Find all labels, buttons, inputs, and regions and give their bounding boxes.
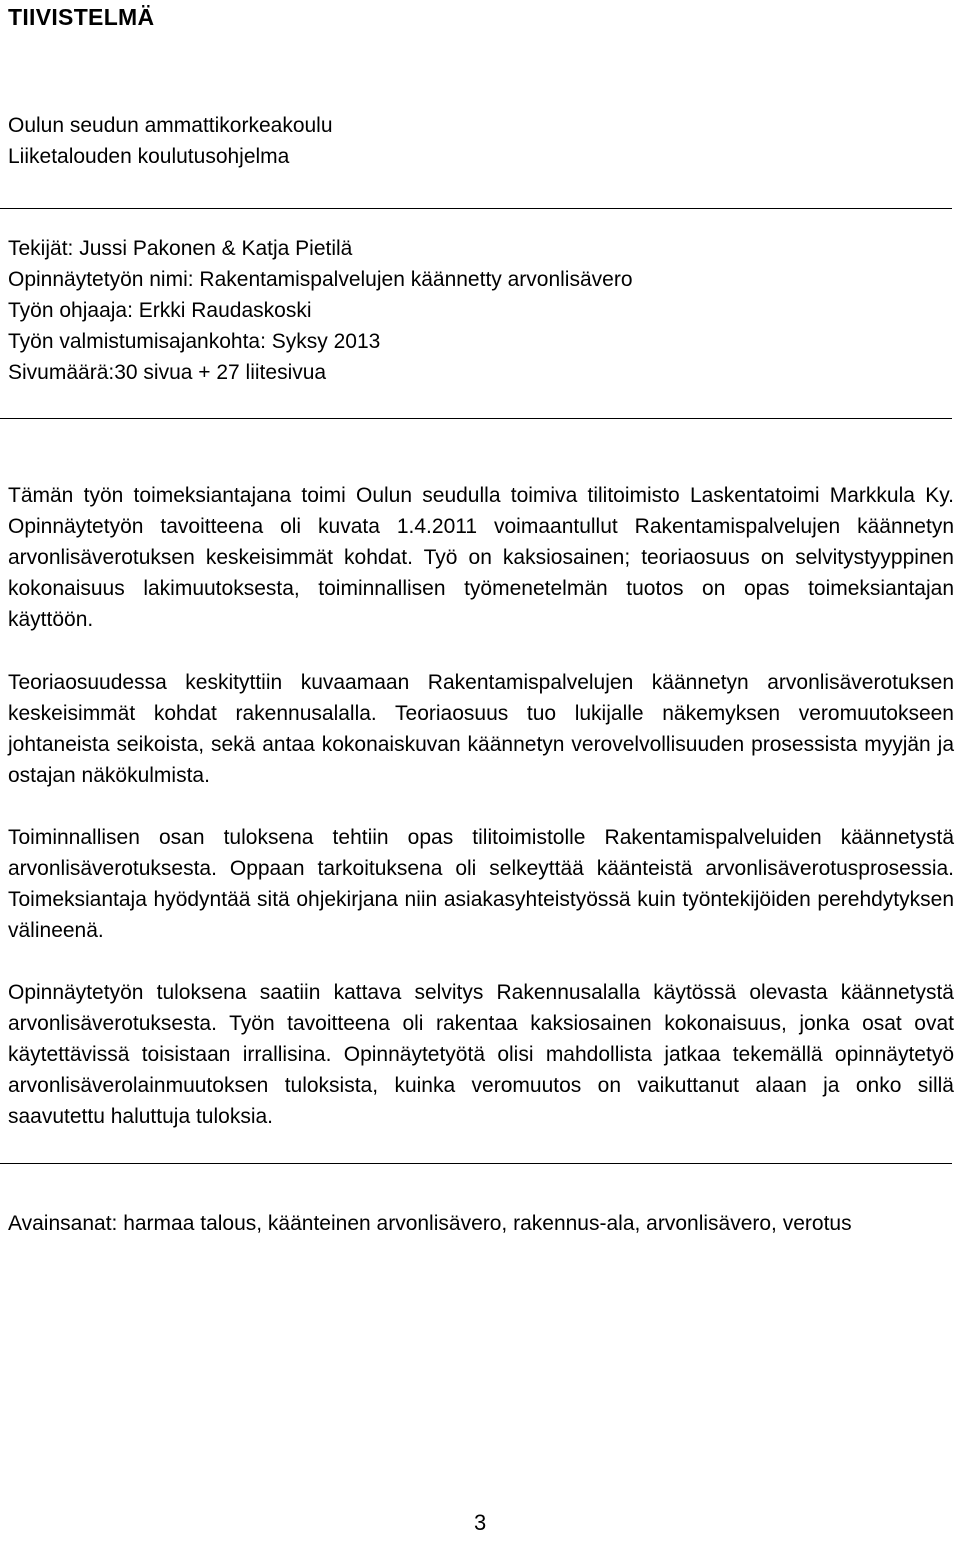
institution-block — [8, 110, 333, 172]
page-count-line: Sivumäärä:30 sivua + 27 liitesivua — [8, 361, 327, 384]
school-name: Oulun seudun ammattikorkeakoulu — [8, 114, 333, 137]
thesis-info-block — [8, 233, 633, 388]
abstract-paragraph: Tämän työn toimeksiantajana toimi Oulun seudulla toimiva tilitoimisto Laskentatoimi Markkula Ky. Opinnäytetyön tavoitteena oli kuvata 1.4.2011 voimaantullut Rakentamispalvelujen käännetyn arvonlisäverotuksen keskeisimmät kohdat. Työ on kaksiosainen; teoriaosuus on selvitystyyppinen kokonaisuus lakimuutoksesta, toiminnallisen työmenetelmän tuotos on opas toimeksiantajan käyttöön. — [8, 484, 954, 631]
page-title: TIIVISTELMÄ — [8, 4, 155, 30]
abstract-paragraph: Opinnäytetyön tuloksena saatiin kattava selvitys Rakennusalalla käytössä olevasta käännetystä arvonlisäverotuksesta. Työn tavoitteena oli rakentaa kaksiosainen kokonaisuus, jonka osat ovat käytettävissä toisistaan irrallisina. Opinnäytetyötä olisi mahdollista jatkaa tekemällä opinnäytetyö arvonlisäverolainmuutoksen tuloksista, kuinka veromuutos on vaikuttanut alaan ja onko sillä saavutettu haluttuja tuloksia. — [8, 981, 954, 1128]
divider-line — [0, 1163, 952, 1164]
program-name: Liiketalouden koulutusohjelma — [8, 145, 290, 168]
abstract-paragraph: Toiminnallisen osan tuloksena tehtiin opas tilitoimistolle Rakentamispalveluiden käännetystä arvonlisäverotuksesta. Oppaan tarkoituksena oli selkeyttää käänteistä arvonlisäverotusprosessia. Toimeksiantaja hyödyntää sitä ohjekirjana niin asiakasyhteistyössä kuin työntekijöiden perehdytyksen välineenä. — [8, 826, 954, 942]
authors-line: Tekijät: Jussi Pakonen & Katja Pietilä — [8, 237, 353, 260]
page-number: 3 — [474, 1510, 487, 1535]
thesis-title-line: Opinnäytetyön nimi: Rakentamispalvelujen käännetty arvonlisävero — [8, 268, 633, 291]
keywords-line: Avainsanat: harmaa talous, käänteinen arvonlisävero, rakennus-ala, arvonlisävero, verotus — [8, 1212, 852, 1235]
abstract-paragraph: Teoriaosuudessa keskityttiin kuvaamaan Rakentamispalvelujen käännetyn arvonlisäverotuksen keskeisimmät kohdat rakennusalalla. Teoriaosuus tuo lukijalle näkemyksen veromuutokseen johtaneista seikoista, sekä antaa kokonaiskuvan käännetyn verovelvollisuuden prosessista myyjän ja ostajan näkökulmista. — [8, 671, 954, 787]
completion-line: Työn valmistumisajankohta: Syksy 2013 — [8, 330, 381, 353]
divider-line — [0, 418, 952, 419]
divider-line — [0, 208, 952, 209]
supervisor-line: Työn ohjaaja: Erkki Raudaskoski — [8, 299, 312, 322]
